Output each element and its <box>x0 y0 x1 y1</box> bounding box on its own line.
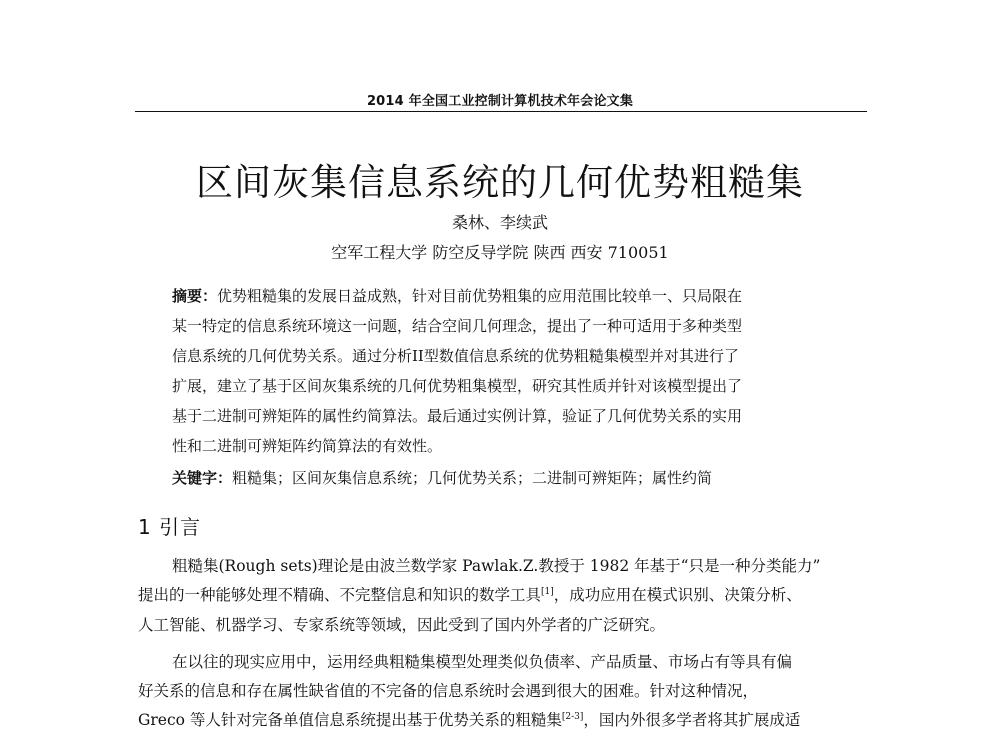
abstract-label: 摘要： <box>172 287 218 305</box>
citation: [2-3] <box>561 711 584 722</box>
paragraph-text: Greco 等人针对完备单值信息系统提出基于优势关系的粗糙集 <box>138 711 562 729</box>
paragraph-line <box>138 585 802 605</box>
keywords-label: 关键字： <box>172 469 233 487</box>
abstract-line <box>172 286 742 306</box>
paragraph-line: 粗糙集(Rough sets)理论是由波兰数学家 Pawlak.Z.教授于 1982 年基于“只是一种分类能力” <box>172 557 821 575</box>
section-heading: 1 引言 <box>138 515 202 539</box>
paragraph-text: ，国内外很多学者将其扩展成适 <box>583 711 801 729</box>
paragraph-line <box>138 710 800 730</box>
header-rule <box>135 111 867 112</box>
abstract-text: 优势粗糙集的发展日益成熟，针对目前优势粗集的应用范围比较单一、只局限在 <box>217 287 743 305</box>
abstract-line: 扩展，建立了基于区间灰集系统的几何优势粗集模型，研究其性质并针对该模型提出了 <box>172 377 743 395</box>
abstract-line: 信息系统的几何优势关系。通过分析II型数值信息系统的优势粗糙集模型并对其进行了 <box>172 347 739 365</box>
authors: 桑林、李续武 <box>451 213 548 232</box>
abstract-line: 某一特定的信息系统环境这一问题，结合空间几何理念，提出了一种可适用于多种类型 <box>172 317 743 335</box>
paragraph-text: ，成功应用在模式识别、决策分析、 <box>553 586 802 604</box>
running-header: 2014 年全国工业控制计算机技术年会论文集 <box>366 94 634 109</box>
keywords-text: 粗糙集；区间灰集信息系统；几何优势关系；二进制可辨矩阵；属性约简 <box>232 469 713 487</box>
paragraph-line: 好关系的信息和存在属性缺省值的不完备的信息系统时会遇到很大的困难。针对这种情况， <box>138 682 759 700</box>
abstract-line: 基于二进制可辨矩阵的属性约简算法。最后通过实例计算，验证了几何优势关系的实用 <box>172 407 743 425</box>
paragraph-line: 人工智能、机器学习、专家系统等领域，因此受到了国内外学者的广泛研究。 <box>138 616 666 634</box>
paragraph-line: 在以往的现实应用中，运用经典粗糙集模型处理类似负债率、产品质量、市场占有等具有偏 <box>172 653 793 671</box>
paper-title: 区间灰集信息系统的几何优势粗糙集 <box>196 161 804 204</box>
paragraph-text: 提出的一种能够处理不精确、不完整信息和知识的数学工具 <box>138 586 542 604</box>
citation: [1] <box>541 586 554 597</box>
affiliation: 空军工程大学 防空反导学院 陕西 西安 710051 <box>331 243 669 262</box>
abstract-line: 性和二进制可辨矩阵约简算法的有效性。 <box>172 437 443 455</box>
keywords-line <box>172 468 712 488</box>
